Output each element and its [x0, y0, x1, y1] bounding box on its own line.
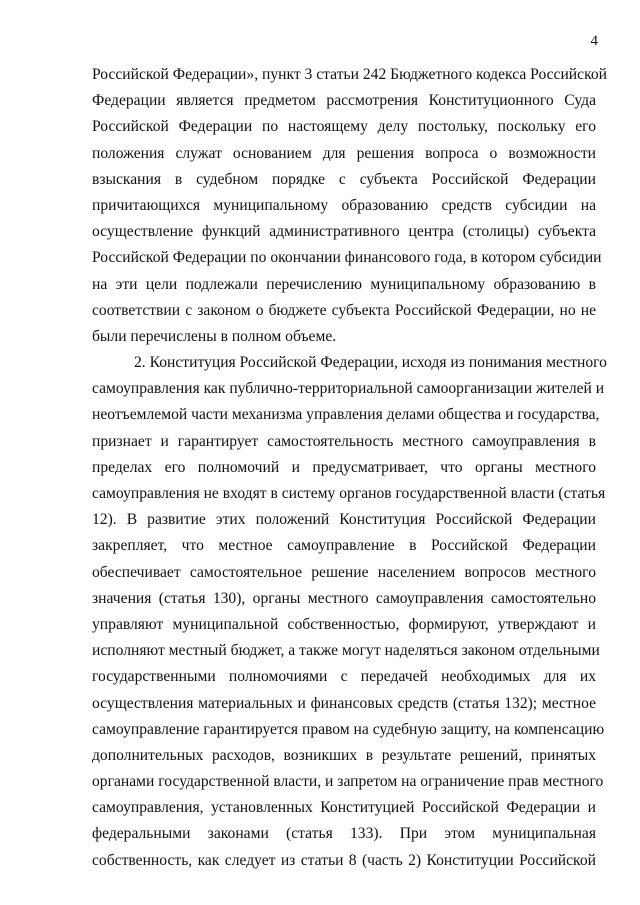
- paragraph-end-line: были перечислены в полном объеме.: [92, 327, 337, 345]
- text-line: Российской Федерации», пункт 3 статьи 242 Бюджетного кодекса Российской: [92, 66, 608, 83]
- text-line: Российской Федерации по окончании финансового года, в котором субсидии: [92, 249, 602, 267]
- page-number: 4: [590, 33, 598, 49]
- text-line: признает и гарантирует самостоятельность местного самоуправления в: [92, 432, 596, 450]
- text-line: самоуправления, установленных Конституцией Российской Федерации и: [92, 799, 596, 817]
- text-line: самоуправления как публично-территориальной самоорганизации жителей и: [92, 380, 605, 398]
- text-line: самоуправление гарантируется правом на судебную защиту, на компенсацию: [92, 720, 605, 738]
- text-line: осуществления материальных и финансовых средств (статья 132); местное: [92, 694, 596, 712]
- text-line: Российской Федерации по настоящему делу постольку, поскольку его: [92, 118, 596, 136]
- text-line: значения (статья 130), органы местного самоуправления самостоятельно: [92, 589, 596, 607]
- text-line: причитающихся муниципальному образованию средств субсидии на: [92, 196, 596, 214]
- text-line: дополнительных расходов, возникших в результате решений, принятых: [92, 746, 596, 764]
- text-line: исполняют местный бюджет, а также могут наделяться законом отдельными: [92, 642, 600, 660]
- text-line: на эти цели подлежали перечислению муниципальному образованию в: [92, 275, 596, 293]
- text-line: взыскания в судебном порядке с субъекта Российской Федерации: [92, 170, 596, 188]
- text-line: федеральными законами (статья 133). При этом муниципальная: [92, 825, 596, 843]
- paragraph-start-line: 2. Конституция Российской Федерации, исходя из понимания местного: [134, 354, 607, 372]
- text-line: самоуправления не входят в систему органов государственной власти (статья: [92, 485, 606, 502]
- body-text: [92, 62, 608, 874]
- text-line: пределах его полномочий и предусматривает, что органы местного: [92, 458, 596, 476]
- text-line: соответствии с законом о бюджете субъекта Российской Федерации, но не: [92, 301, 596, 319]
- text-line: собственность, как следует из статьи 8 (часть 2) Конституции Российской: [92, 851, 596, 869]
- text-line: неотъемлемой части механизма управления делами общества и государства,: [92, 406, 600, 424]
- text-line: осуществление функций административного центра (столицы) субъекта: [92, 223, 596, 241]
- text-line: положения служат основанием для решения вопроса о возможности: [92, 144, 596, 162]
- text-line: государственными полномочиями с передачей необходимых для их: [92, 668, 596, 686]
- text-line: управляют муниципальной собственностью, формируют, утверждают и: [92, 615, 596, 633]
- text-line: обеспечивает самостоятельное решение населением вопросов местного: [92, 563, 596, 581]
- text-line: Федерации является предметом рассмотрения Конституционного Суда: [92, 92, 596, 110]
- text-line: 12). В развитие этих положений Конституция Российской Федерации: [92, 511, 596, 529]
- text-line: органами государственной власти, и запретом на ограничение прав местного: [92, 773, 604, 791]
- text-line: закрепляет, что местное самоуправление в Российской Федерации: [92, 537, 596, 555]
